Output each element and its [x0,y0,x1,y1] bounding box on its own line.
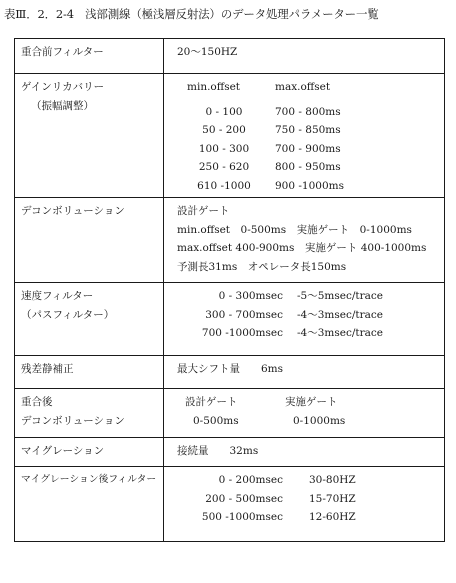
design-gate-value: 0-500ms [193,414,239,427]
value-line: 20～150HZ [177,46,238,58]
apply-gate-value: 0-1000ms [293,414,346,427]
time-window: 0 - 300msec [218,290,283,302]
param-label-residual-statics [15,356,164,389]
velocity-filter-grid [177,287,444,343]
time-window: 700 -1000msec [201,327,283,339]
label-line: 重合後 [21,396,53,408]
label-line: 速度フィルター [21,290,94,302]
min-offset-range: 50 - 200 [202,124,246,136]
table-row [15,467,445,542]
max-offset-range: 800 - 950ms [275,161,341,173]
param-value-gain-recovery [164,74,445,198]
param-label-migration [15,438,164,467]
min-offset-range: 0 - 100 [205,105,243,118]
label-line: マイグレーション [21,445,105,457]
min-offset-range: 610 -1000 [197,179,251,192]
frequency-band: 15-70HZ [309,492,356,505]
gain-recovery-grid [187,78,444,195]
apply-gate-header: 実施ゲート [285,396,338,408]
label-line: デコンボリューション [21,205,125,217]
param-label-post-migration-filter [15,467,164,542]
label-line: （振幅調整） [31,99,94,112]
max-offset-range: 900 -1000ms [275,179,344,192]
label-line: （パスフィルター） [21,308,115,321]
time-window: 200 - 500msec [205,492,283,505]
table-row [15,356,445,389]
value-line: 設計ゲート [177,205,230,217]
value-line: 接続量 32ms [177,445,259,457]
pass-band: -5～5msec/trace [297,290,383,302]
value-line: min.offset 0-500ms 実施ゲート 0-1000ms [177,223,412,236]
param-value-migration [164,438,445,467]
param-label-poststack-deconvolution [15,389,164,438]
time-window: 0 - 200msec [218,474,283,486]
label-line: 重合前フィルター [21,46,104,58]
value-line: 予測長31ms オペレータ長150ms [177,260,347,273]
value-line: max.offset 400-900ms 実施ゲート 400-1000ms [177,242,427,254]
label-line: デコンボリューション [21,414,125,427]
time-window: 300 - 700msec [205,308,283,321]
table-row [15,39,445,74]
table-row [15,438,445,467]
min-offset-range: 100 - 300 [198,142,250,155]
processing-parameter-table [14,38,445,542]
pass-band: -4～3msec/trace [297,327,383,339]
param-value-prestack-filter [164,39,445,74]
design-gate-header: 設計ゲート [185,396,238,408]
max-offset-range: 750 - 850ms [275,124,341,136]
label-line: ゲインリカバリー [21,81,105,93]
poststack-deconvolution-grid [185,393,444,430]
max-offset-range: 700 - 900ms [275,142,341,155]
param-value-post-migration-filter [164,467,445,542]
document-title: 表Ⅲ．2．2-4 浅部測線（極浅層反射法）のデータ処理パラメーター一覧 [4,7,379,21]
param-value-velocity-filter [164,283,445,356]
time-window: 500 -1000msec [201,511,283,523]
param-label-velocity-filter [15,283,164,356]
max-offset-header: max.offset [275,81,331,93]
param-value-deconvolution [164,198,445,283]
param-label-gain-recovery [15,74,164,198]
param-label-deconvolution [15,198,164,283]
table-row [15,283,445,356]
label-line: 残差静補正 [21,363,74,375]
max-offset-range: 700 - 800ms [275,105,341,118]
frequency-band: 30-80HZ [309,474,356,486]
min-offset-range: 250 - 620 [198,161,250,173]
table-row [15,389,445,438]
post-migration-filter-grid [189,471,444,527]
param-value-poststack-deconvolution [164,389,445,438]
param-value-residual-statics [164,356,445,389]
table-row [15,198,445,283]
frequency-band: 12-60HZ [309,511,356,523]
pass-band: -4～3msec/trace [297,308,383,321]
label-line: マイグレーション後フィルター [21,474,157,485]
param-label-prestack-filter [15,39,164,74]
value-line: 最大シフト量 6ms [177,363,284,375]
table-row [15,74,445,198]
min-offset-header: min.offset [187,81,241,93]
